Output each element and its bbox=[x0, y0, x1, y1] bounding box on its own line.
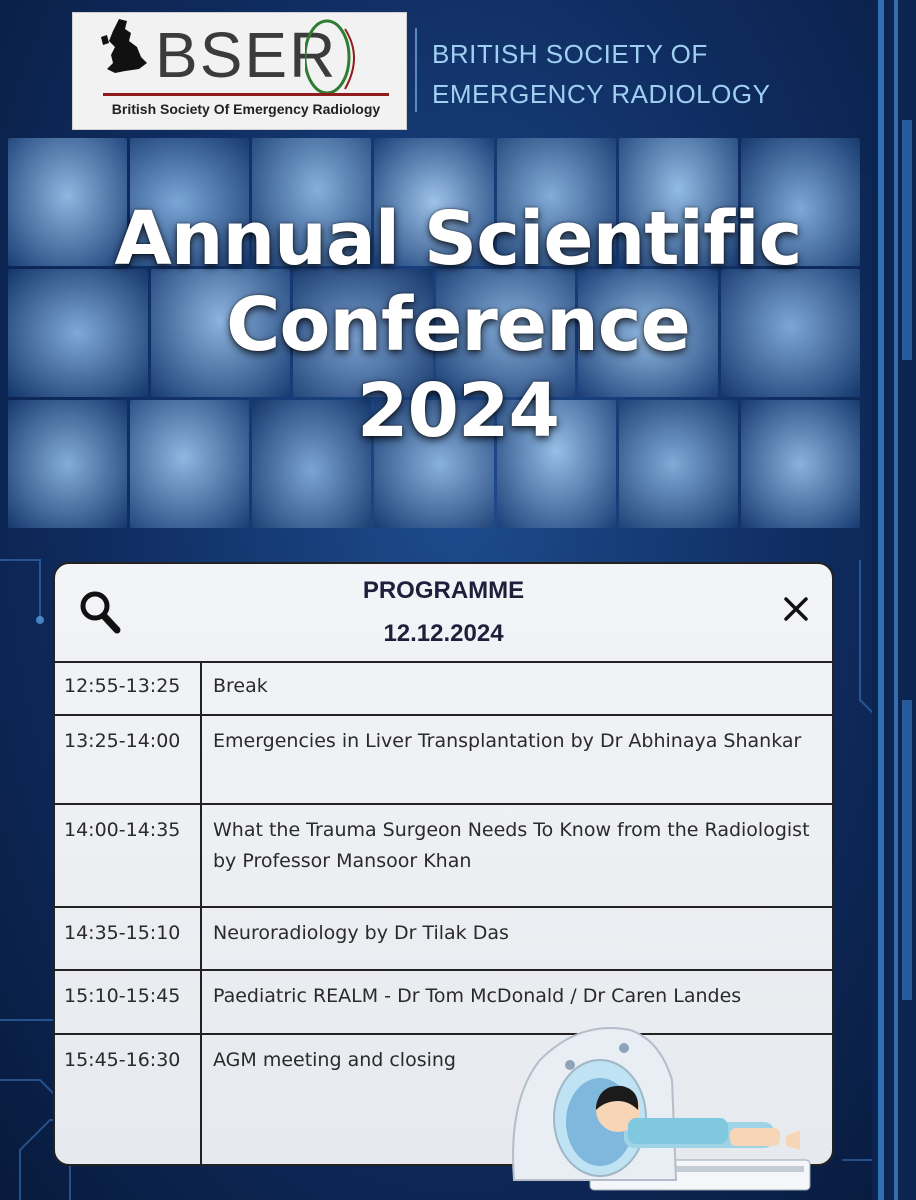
row-time: 13:25-14:00 bbox=[64, 730, 181, 752]
logo-text: BSER bbox=[155, 19, 338, 91]
uk-map-icon bbox=[99, 17, 151, 75]
logo-underline bbox=[103, 93, 389, 96]
row-description: Break bbox=[213, 675, 268, 697]
row-time: 14:00-14:35 bbox=[64, 819, 181, 841]
row-time: 14:35-15:10 bbox=[64, 922, 181, 944]
logo-ring bbox=[305, 19, 365, 99]
close-icon[interactable] bbox=[781, 594, 811, 624]
society-name bbox=[432, 34, 812, 114]
right-stripe-decoration bbox=[872, 0, 916, 1200]
row-description: Neuroradiology by Dr Tilak Das bbox=[213, 922, 509, 944]
row-time: 15:10-15:45 bbox=[64, 985, 181, 1007]
row-description: Paediatric REALM - Dr Tom McDonald / Dr Caren Landes bbox=[213, 985, 742, 1007]
row-description: What the Trauma Surgeon Needs To Know from the Radiologist by Professor Mansoor Khan bbox=[213, 819, 810, 872]
title-line1: Annual Scientific bbox=[114, 196, 802, 282]
row-time: 15:45-16:30 bbox=[64, 1049, 181, 1071]
logo-caption: British Society Of Emergency Radiology bbox=[111, 101, 381, 117]
title-line2: Conference bbox=[226, 282, 690, 368]
row-description: AGM meeting and closing bbox=[213, 1049, 456, 1071]
table-row bbox=[55, 716, 832, 805]
society-name-line2: EMERGENCY RADIOLOGY bbox=[432, 79, 771, 109]
conference-title bbox=[0, 196, 916, 454]
bser-logo bbox=[72, 12, 407, 130]
programme-date: 12.12.2024 bbox=[383, 620, 504, 647]
row-time: 12:55-13:25 bbox=[64, 675, 181, 697]
table-row bbox=[55, 661, 832, 716]
title-line3: 2024 bbox=[357, 368, 559, 454]
table-row bbox=[55, 908, 832, 971]
row-description: Emergencies in Liver Transplantation by Dr Abhinaya Shankar bbox=[213, 730, 802, 752]
table-row bbox=[55, 805, 832, 908]
society-name-line1: BRITISH SOCIETY OF bbox=[432, 39, 708, 69]
programme-title: PROGRAMME bbox=[362, 577, 525, 604]
ct-scanner-illustration bbox=[500, 1010, 812, 1200]
programme-header bbox=[55, 564, 832, 663]
header-divider bbox=[415, 28, 417, 112]
